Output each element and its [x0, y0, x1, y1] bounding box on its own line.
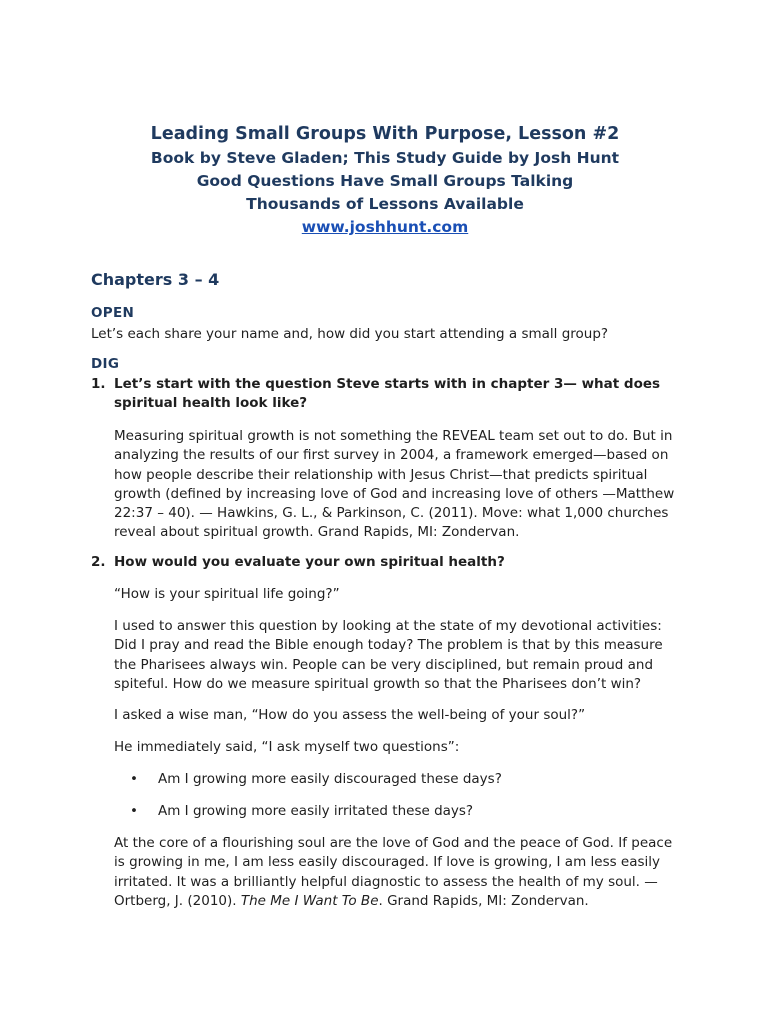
- question-1-paragraph: Measuring spiritual growth is not something the REVEAL team set out to do. But in analyzing the results of our first survey in 2004, a framework emerged—based on how people describe their relationship with Jesus Christ—that predicts spiritual growth (defined by increasing love of God and increasing love of others —Matthew 22:37 – 40). — Hawkins, G. L., & Parkinson, C. (2011). Move: what 1,000 churches reveal about spiritual growth. Grand Rapids, MI: Zondervan.: [114, 428, 675, 541]
- book-title-italic: The Me I Want To Be: [240, 892, 379, 909]
- tagline: Good Questions Have Small Groups Talking: [196, 172, 574, 190]
- question-2-text: How would you evaluate your own spiritual health?: [114, 554, 505, 570]
- question-2: [91, 553, 691, 572]
- paragraph-5-start: At the core of a flourishing soul are the love of God and the peace of God. If peace is growing in me, I am less easily discouraged. If love is growing, I am less easily irritated. It was a brilliantly helpful diagnostic to assess the health of my soul. — Ortberg, J. (2010).: [114, 835, 673, 909]
- question-2-number: 2.: [91, 554, 106, 570]
- dig-label: DIG: [91, 356, 120, 372]
- bullet-item: [130, 802, 473, 821]
- question-2-paragraph-5: [114, 834, 684, 911]
- question-2-paragraph-2: I used to answer this question by looking at the state of my devotional activities: Did I pray and read the Bible enough today? The problem is that by this measure the Pharisees always win. People can be very disciplined, but remain proud and spiteful. How do we measure spiritual growth so that the Pharisees don’t win?: [114, 618, 663, 692]
- paragraph-5-end: . Grand Rapids, MI: Zondervan.: [378, 892, 589, 909]
- question-2-paragraph-3: I asked a wise man, “How do you assess the well-being of your soul?”: [114, 707, 586, 723]
- book-credit: Book by Steve Gladen; This Study Guide by Josh Hunt: [150, 149, 620, 167]
- question-2-paragraph-1: “How is your spiritual life going?”: [114, 586, 340, 602]
- bullet-symbol: •: [130, 771, 138, 787]
- bullet-symbol: •: [130, 803, 138, 819]
- question-1-number: 1.: [91, 376, 106, 392]
- bullet-item: [130, 770, 502, 789]
- website-link[interactable]: www.joshhunt.com: [301, 218, 469, 236]
- question-2-paragraph-4: He immediately said, “I ask myself two questions”:: [114, 739, 460, 755]
- chapters-heading: Chapters 3 – 4: [91, 270, 220, 289]
- question-1: [91, 375, 691, 414]
- open-text: Let’s each share your name and, how did you start attending a small group?: [91, 326, 609, 342]
- lessons-available: Thousands of Lessons Available: [246, 195, 524, 213]
- bullet-text: Am I growing more easily discouraged these days?: [158, 771, 502, 787]
- document-header: [0, 122, 770, 239]
- open-label: OPEN: [91, 305, 135, 321]
- lesson-title: Leading Small Groups With Purpose, Lesson #2: [150, 124, 620, 144]
- bullet-text: Am I growing more easily irritated these days?: [158, 803, 474, 819]
- question-1-text: Let’s start with the question Steve starts with in chapter 3— what does spiritual health look like?: [114, 376, 661, 412]
